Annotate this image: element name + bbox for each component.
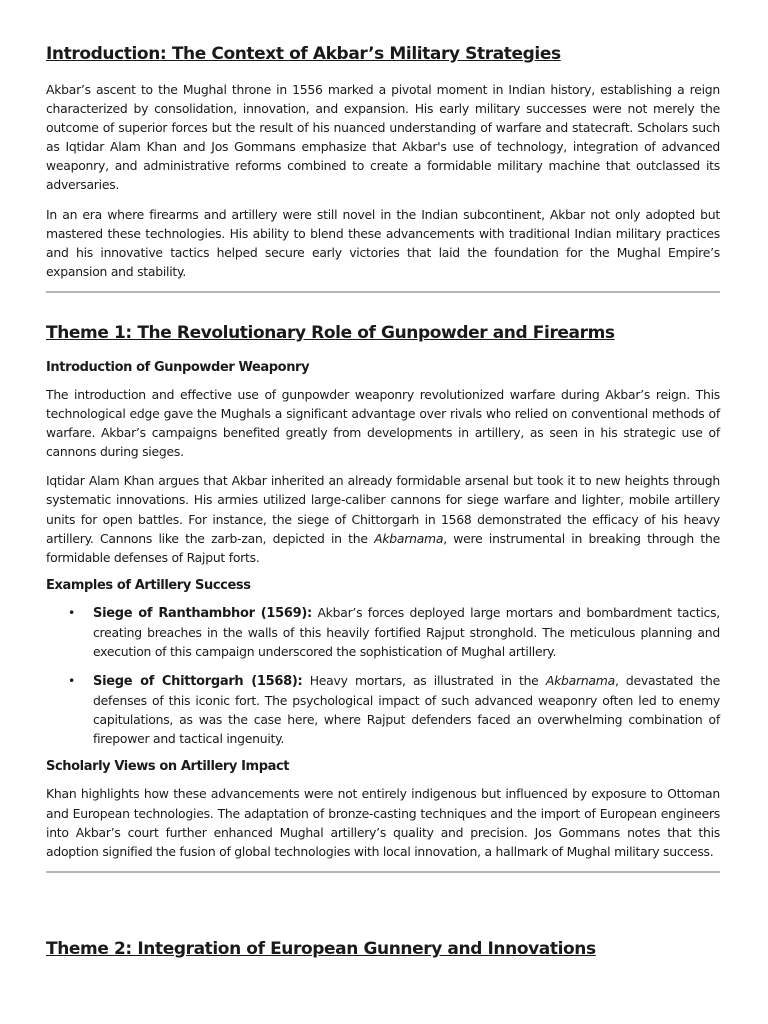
intro-paragraph-2: In an era where firearms and artillery were still novel in the Indian subcontinent, Akbar not only adopted but mastered these technologies. His ability to blend these advancements with traditional Indian military practices and his innovative tactics helped secure early victories that laid the foundation for the Mughal Empire’s expansion and stability.	[46, 206, 720, 279]
theme1-subheading-gunpowder: Introduction of Gunpowder Weaponry	[46, 359, 310, 375]
theme2-heading: Theme 2: Integration of European Gunnery and Innovations	[46, 938, 596, 959]
section-introduction	[46, 40, 720, 281]
list-item	[68, 671, 720, 748]
list-item-text: Heavy mortars, as illustrated in the	[302, 673, 546, 689]
theme1-p2-text-end: , were instrumental in breaking through the formidable defenses of Rajput forts.	[46, 530, 720, 565]
theme1-paragraph-2	[46, 471, 720, 566]
artillery-examples-list	[46, 603, 720, 749]
section-theme-2	[46, 935, 720, 963]
theme1-p2-italic: Akbarnama	[374, 530, 444, 546]
theme1-p2-text: Iqtidar Alam Khan argues that Akbar inherited an already formidable arsenal but took it to new heights through systematic innovations. His armies utilized large-caliber cannons for siege warfare and lighter, mobile artillery units for open battles. For instance, the siege of Chittorgarh in 1568 demonstrated the efficacy of his heavy artillery. Cannons like the zarb-zan, depicted in the	[46, 473, 720, 546]
theme1-paragraph-1: The introduction and effective use of gunpowder weaponry revolutionized warfare during Akbar’s reign. This technological edge gave the Mughals a significant advantage over rivals who relied on conventional methods of warfare. Akbar’s campaigns benefited greatly from developments in artillery, as seen in his strategic use of cannons during sieges.	[46, 386, 720, 460]
bullet-icon: •	[68, 604, 76, 620]
section-theme-1	[46, 319, 720, 861]
list-item-title: Siege of Ranthambhor (1569):	[93, 605, 312, 621]
list-item	[68, 603, 720, 661]
theme1-subheading-artillery: Examples of Artillery Success	[46, 577, 251, 593]
section-divider	[46, 291, 720, 293]
section-divider	[46, 871, 720, 873]
list-item-text: Akbar’s forces deployed large mortars and bombardment tactics, creating breaches in the walls of this heavily fortified Rajput stronghold. The meticulous planning and execution of this campaign underscored the sophistication of Mughal artillery.	[93, 604, 720, 659]
theme1-subheading-scholarly: Scholarly Views on Artillery Impact	[46, 759, 290, 775]
list-item-italic: Akbarnama	[545, 673, 615, 689]
document-page	[46, 40, 720, 975]
list-item-title: Siege of Chittorgarh (1568):	[93, 674, 303, 690]
bullet-icon: •	[68, 673, 76, 689]
theme1-paragraph-3: Khan highlights how these advancements were not entirely indigenous but influenced by exposure to Ottoman and European technologies. The adaptation of bronze-casting techniques and the import of European engineers into Akbar’s court further enhanced Mughal artillery’s quality and precision. Jos Gommans notes that this adoption signified the fusion of global technologies with local innovation, a hallmark of Mughal military success.	[46, 786, 720, 859]
intro-paragraph-1: Akbar’s ascent to the Mughal throne in 1556 marked a pivotal moment in Indian history, establishing a reign characterized by consolidation, innovation, and expansion. His early military successes were not merely the outcome of superior forces but the result of his nuanced understanding of warfare and statecraft. Scholars such as Iqtidar Alam Khan and Jos Gommans emphasize that Akbar's use of technology, integration of advanced weaponry, and administrative reforms combined to create a formidable military machine that outclassed its adversaries.	[46, 82, 720, 193]
intro-heading: Introduction: The Context of Akbar’s Military Strategies	[46, 44, 561, 64]
theme1-heading: Theme 1: The Revolutionary Role of Gunpowder and Firearms	[46, 322, 615, 343]
list-item-text-end: , devastated the defenses of this iconic fort. The psychological impact of such advanced weaponry often led to enemy capitulations, as was the case here, where Rajput defenders faced an overwhelming combination of firepower and tactical ingenuity.	[93, 673, 720, 747]
